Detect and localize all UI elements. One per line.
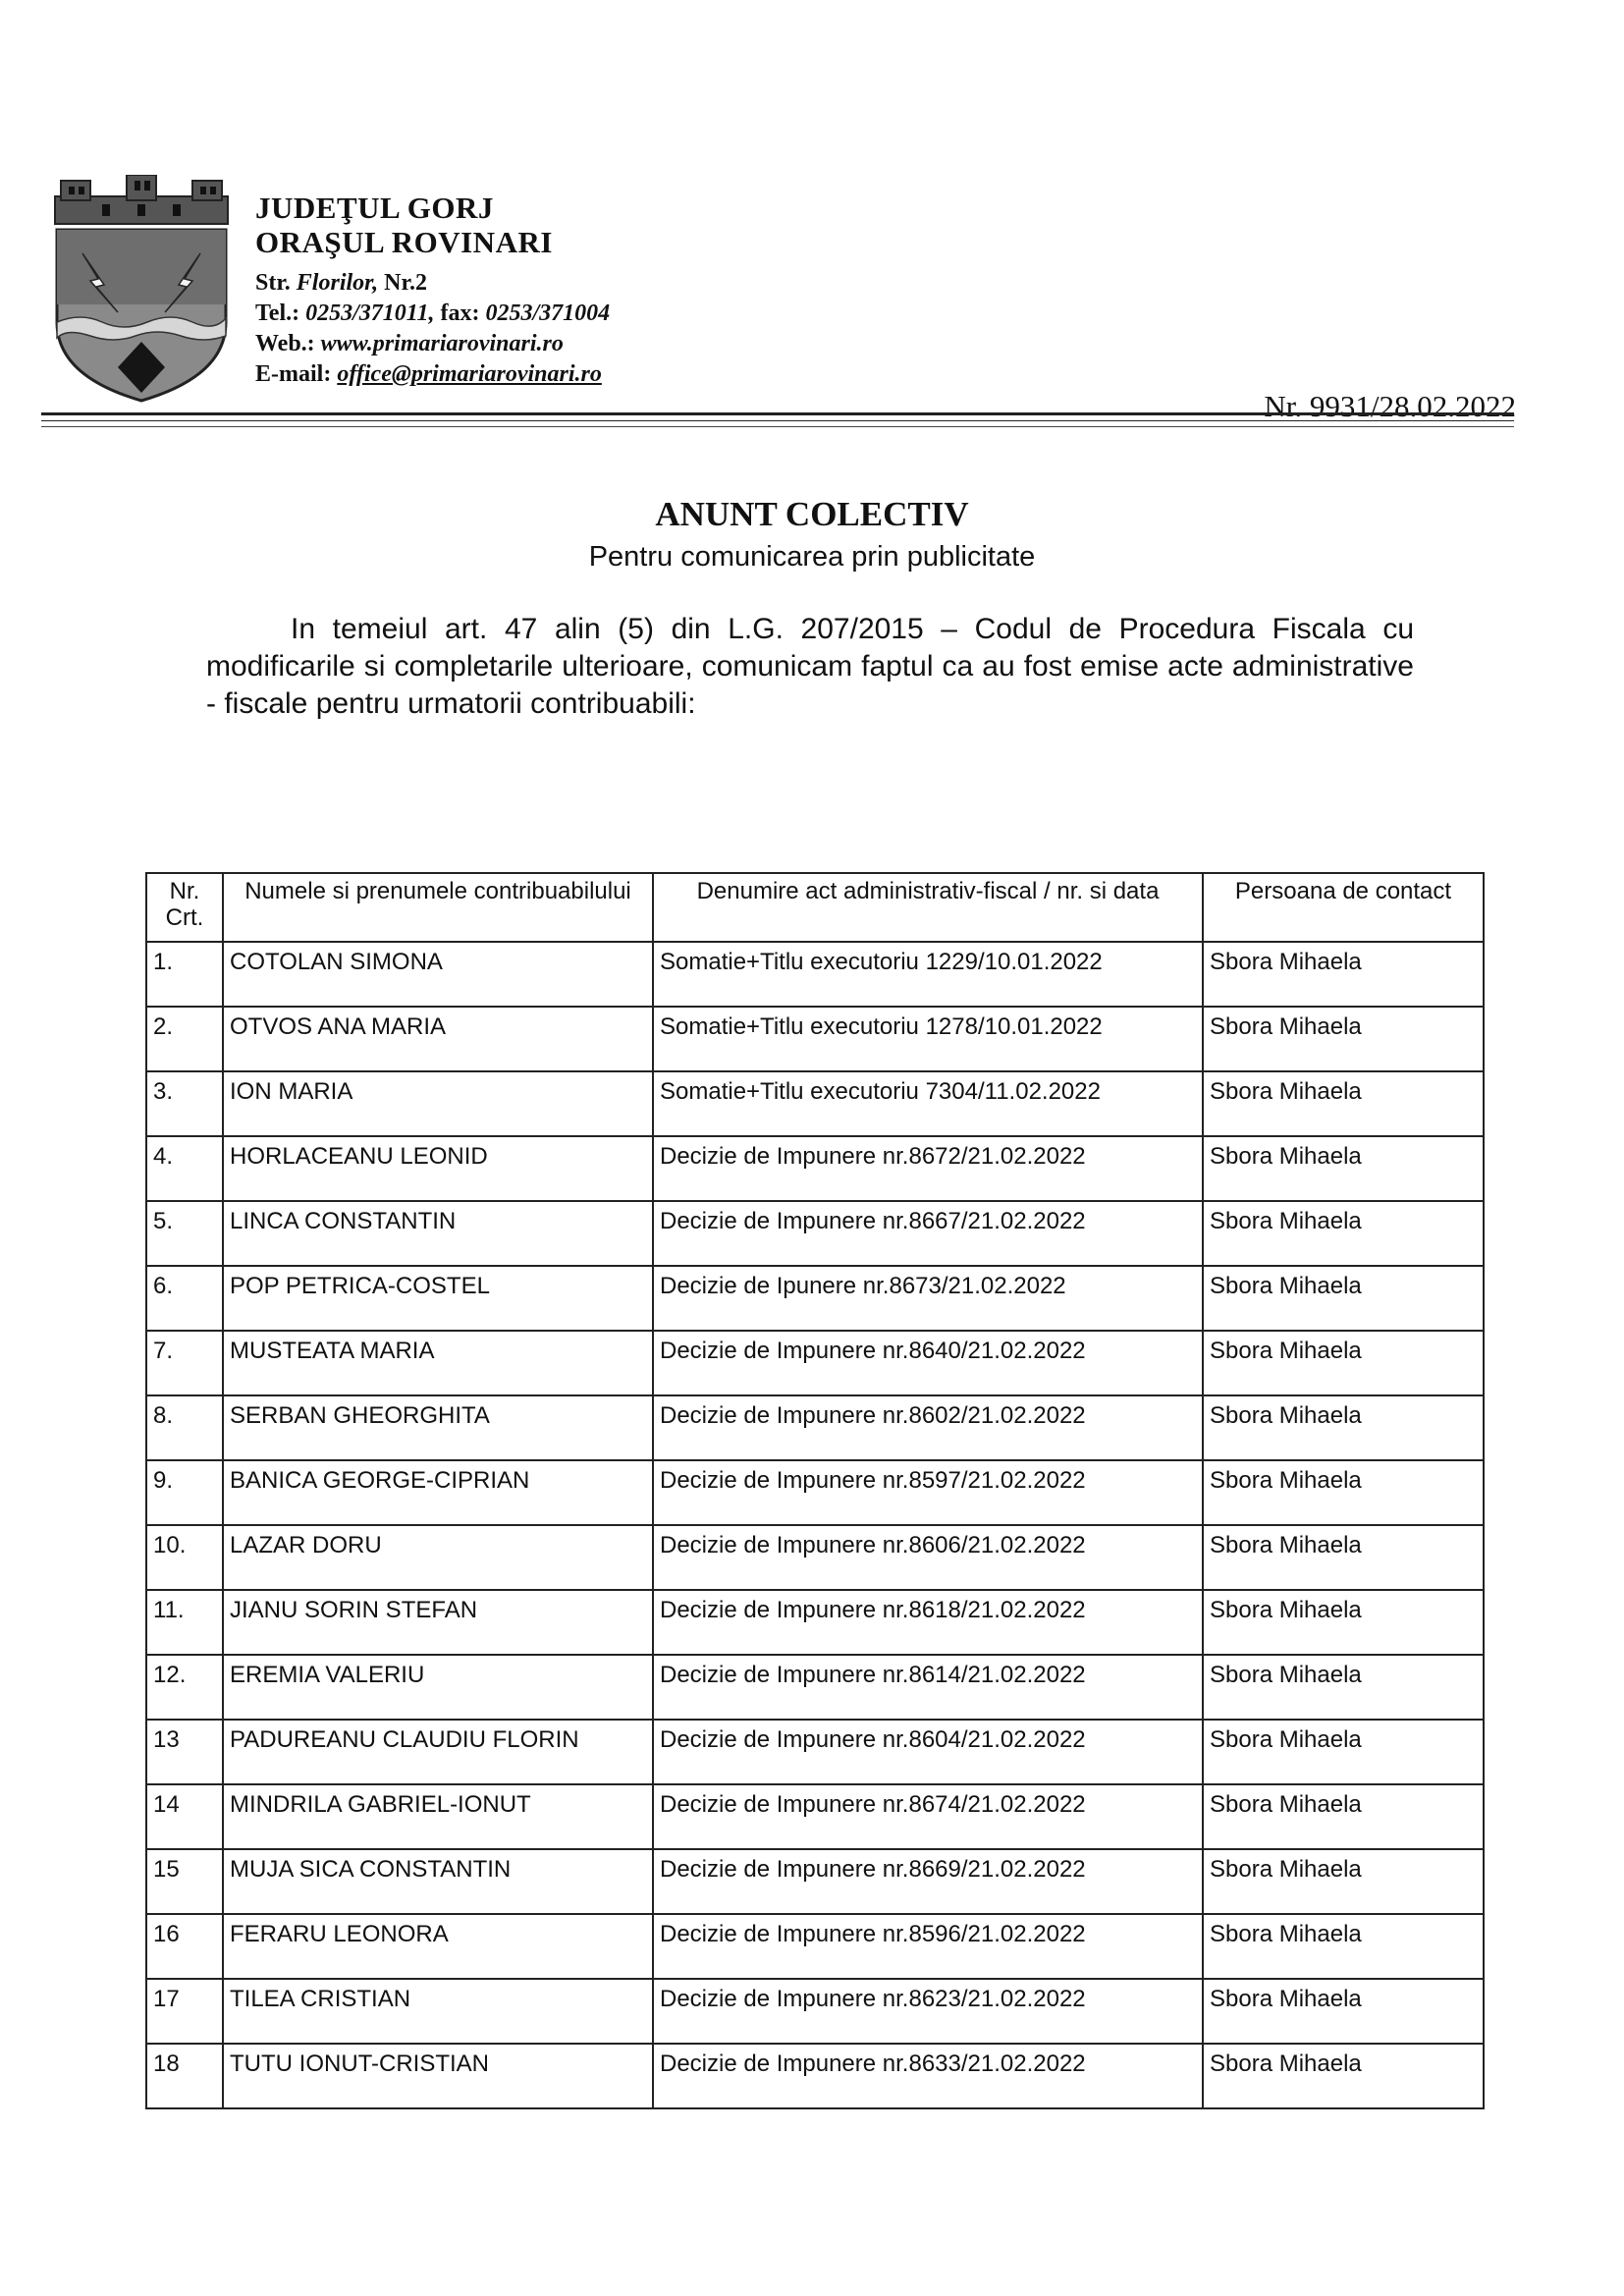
registration-number: Nr. 9931/28.02.2022 (1264, 389, 1516, 423)
table-row (146, 1720, 1484, 1784)
table-row (146, 1590, 1484, 1655)
contact-person: Sbora Mihaela (1203, 1331, 1484, 1395)
fiscal-act: Decizie de Impunere nr.8667/21.02.2022 (653, 1201, 1203, 1266)
header-rule (41, 412, 1514, 415)
table-row (146, 1655, 1484, 1720)
fiscal-act: Decizie de Impunere nr.8596/21.02.2022 (653, 1914, 1203, 1979)
row-number: 7. (146, 1331, 223, 1395)
fiscal-act: Decizie de Ipunere nr.8673/21.02.2022 (653, 1266, 1203, 1331)
column-header-contact: Persoana de contact (1203, 873, 1484, 942)
taxpayer-name: BANICA GEORGE-CIPRIAN (223, 1460, 653, 1525)
document-subtitle: Pentru comunicarea prin publicitate (588, 541, 1036, 573)
table-row (146, 1331, 1484, 1395)
row-number: 13 (146, 1720, 223, 1784)
row-number: 5. (146, 1201, 223, 1266)
contact-person: Sbora Mihaela (1203, 1655, 1484, 1720)
fiscal-act: Decizie de Impunere nr.8669/21.02.2022 (653, 1849, 1203, 1914)
table-row (146, 2044, 1484, 2108)
contact-person: Sbora Mihaela (1203, 1590, 1484, 1655)
taxpayer-name: HORLACEANU LEONID (223, 1136, 653, 1201)
fiscal-act: Decizie de Impunere nr.8604/21.02.2022 (653, 1720, 1203, 1784)
table-header-row (146, 873, 1484, 942)
row-number: 6. (146, 1266, 223, 1331)
row-number: 8. (146, 1395, 223, 1460)
taxpayer-name: MUJA SICA CONSTANTIN (223, 1849, 653, 1914)
email-link[interactable]: office@primariarovinari.ro (337, 361, 602, 387)
table-row (146, 1071, 1484, 1136)
row-number: 16 (146, 1914, 223, 1979)
contact-person: Sbora Mihaela (1203, 1720, 1484, 1784)
county-name: JUDEŢUL GORJ (255, 191, 494, 225)
taxpayer-name: EREMIA VALERIU (223, 1655, 653, 1720)
table-row (146, 1979, 1484, 2044)
rovinari-coat-of-arms (43, 175, 240, 403)
address-line: Str. Florilor, Nr.2 (255, 270, 427, 296)
contact-person: Sbora Mihaela (1203, 1007, 1484, 1071)
row-number: 14 (146, 1784, 223, 1849)
fiscal-act: Decizie de Impunere nr.8602/21.02.2022 (653, 1395, 1203, 1460)
taxpayer-name: FERARU LEONORA (223, 1914, 653, 1979)
taxpayer-name: PADUREANU CLAUDIU FLORIN (223, 1720, 653, 1784)
row-number: 11. (146, 1590, 223, 1655)
table-row (146, 1525, 1484, 1590)
row-number: 2. (146, 1007, 223, 1071)
fiscal-act: Decizie de Impunere nr.8618/21.02.2022 (653, 1590, 1203, 1655)
contact-person: Sbora Mihaela (1203, 942, 1484, 1007)
taxpayer-name: SERBAN GHEORGHITA (223, 1395, 653, 1460)
table-row (146, 1007, 1484, 1071)
taxpayer-name: POP PETRICA-COSTEL (223, 1266, 653, 1331)
contact-person: Sbora Mihaela (1203, 1979, 1484, 2044)
contact-person: Sbora Mihaela (1203, 1201, 1484, 1266)
contact-person: Sbora Mihaela (1203, 1849, 1484, 1914)
contact-person: Sbora Mihaela (1203, 1525, 1484, 1590)
taxpayer-name: LINCA CONSTANTIN (223, 1201, 653, 1266)
contact-person: Sbora Mihaela (1203, 1071, 1484, 1136)
column-header-nr: Nr. Crt. (146, 873, 223, 942)
contact-person: Sbora Mihaela (1203, 1914, 1484, 1979)
row-number: 17 (146, 1979, 223, 2044)
fiscal-act: Decizie de Impunere nr.8674/21.02.2022 (653, 1784, 1203, 1849)
fiscal-act: Decizie de Impunere nr.8672/21.02.2022 (653, 1136, 1203, 1201)
fiscal-act: Decizie de Impunere nr.8614/21.02.2022 (653, 1655, 1203, 1720)
row-number: 15 (146, 1849, 223, 1914)
taxpayer-name: COTOLAN SIMONA (223, 942, 653, 1007)
intro-paragraph: In temeiul art. 47 alin (5) din L.G. 207/2015 – Codul de Procedura Fiscala cu modificarile si completarile ulterioare, comunicam faptul ca au fost emise acte administrative - fiscale pentru urmatorii contribuabili: (206, 613, 1414, 720)
row-number: 1. (146, 942, 223, 1007)
row-number: 9. (146, 1460, 223, 1525)
contact-person: Sbora Mihaela (1203, 1395, 1484, 1460)
institution-header (255, 192, 610, 393)
table-row (146, 1395, 1484, 1460)
town-name: ORAŞUL ROVINARI (255, 225, 553, 259)
phone-line: Tel.: 0253/371011, fax: 0253/371004 (255, 301, 611, 326)
contact-person: Sbora Mihaela (1203, 2044, 1484, 2108)
row-number: 10. (146, 1525, 223, 1590)
table-row (146, 1914, 1484, 1979)
fiscal-act: Somatie+Titlu executoriu 7304/11.02.2022 (653, 1071, 1203, 1136)
fiscal-act: Decizie de Impunere nr.8606/21.02.2022 (653, 1525, 1203, 1590)
web-line: Web.: www.primariarovinari.ro (255, 331, 564, 356)
table-row (146, 1201, 1484, 1266)
row-number: 3. (146, 1071, 223, 1136)
fiscal-act: Decizie de Impunere nr.8640/21.02.2022 (653, 1331, 1203, 1395)
taxpayer-name: OTVOS ANA MARIA (223, 1007, 653, 1071)
table-row (146, 1849, 1484, 1914)
taxpayer-name: TUTU IONUT-CRISTIAN (223, 2044, 653, 2108)
taxpayer-name: MUSTEATA MARIA (223, 1331, 653, 1395)
contact-person: Sbora Mihaela (1203, 1784, 1484, 1849)
row-number: 4. (146, 1136, 223, 1201)
taxpayer-name: MINDRILA GABRIEL-IONUT (223, 1784, 653, 1849)
taxpayer-name: JIANU SORIN STEFAN (223, 1590, 653, 1655)
fiscal-act: Decizie de Impunere nr.8597/21.02.2022 (653, 1460, 1203, 1525)
contact-person: Sbora Mihaela (1203, 1460, 1484, 1525)
taxpayer-name: TILEA CRISTIAN (223, 1979, 653, 2044)
web-link[interactable]: www.primariarovinari.ro (320, 331, 564, 356)
header-rule (41, 426, 1514, 427)
table-row (146, 1136, 1484, 1201)
fiscal-act: Decizie de Impunere nr.8623/21.02.2022 (653, 1979, 1203, 2044)
fiscal-act: Somatie+Titlu executoriu 1278/10.01.2022 (653, 1007, 1203, 1071)
fiscal-act: Decizie de Impunere nr.8633/21.02.2022 (653, 2044, 1203, 2108)
contact-person: Sbora Mihaela (1203, 1266, 1484, 1331)
header-rule (41, 420, 1514, 421)
column-header-name: Numele si prenumele contribuabilului (223, 873, 653, 942)
column-header-act: Denumire act administrativ-fiscal / nr. si data (653, 873, 1203, 942)
contact-person: Sbora Mihaela (1203, 1136, 1484, 1201)
taxpayer-name: LAZAR DORU (223, 1525, 653, 1590)
document-title: ANUNT COLECTIV (655, 495, 969, 533)
taxpayer-name: ION MARIA (223, 1071, 653, 1136)
fiscal-act: Somatie+Titlu executoriu 1229/10.01.2022 (653, 942, 1203, 1007)
row-number: 12. (146, 1655, 223, 1720)
table-row (146, 1784, 1484, 1849)
email-line: E-mail: office@primariarovinari.ro (255, 361, 602, 387)
taxpayer-table (145, 872, 1485, 2109)
table-row (146, 1460, 1484, 1525)
row-number: 18 (146, 2044, 223, 2108)
table-row (146, 942, 1484, 1007)
table-row (146, 1266, 1484, 1331)
